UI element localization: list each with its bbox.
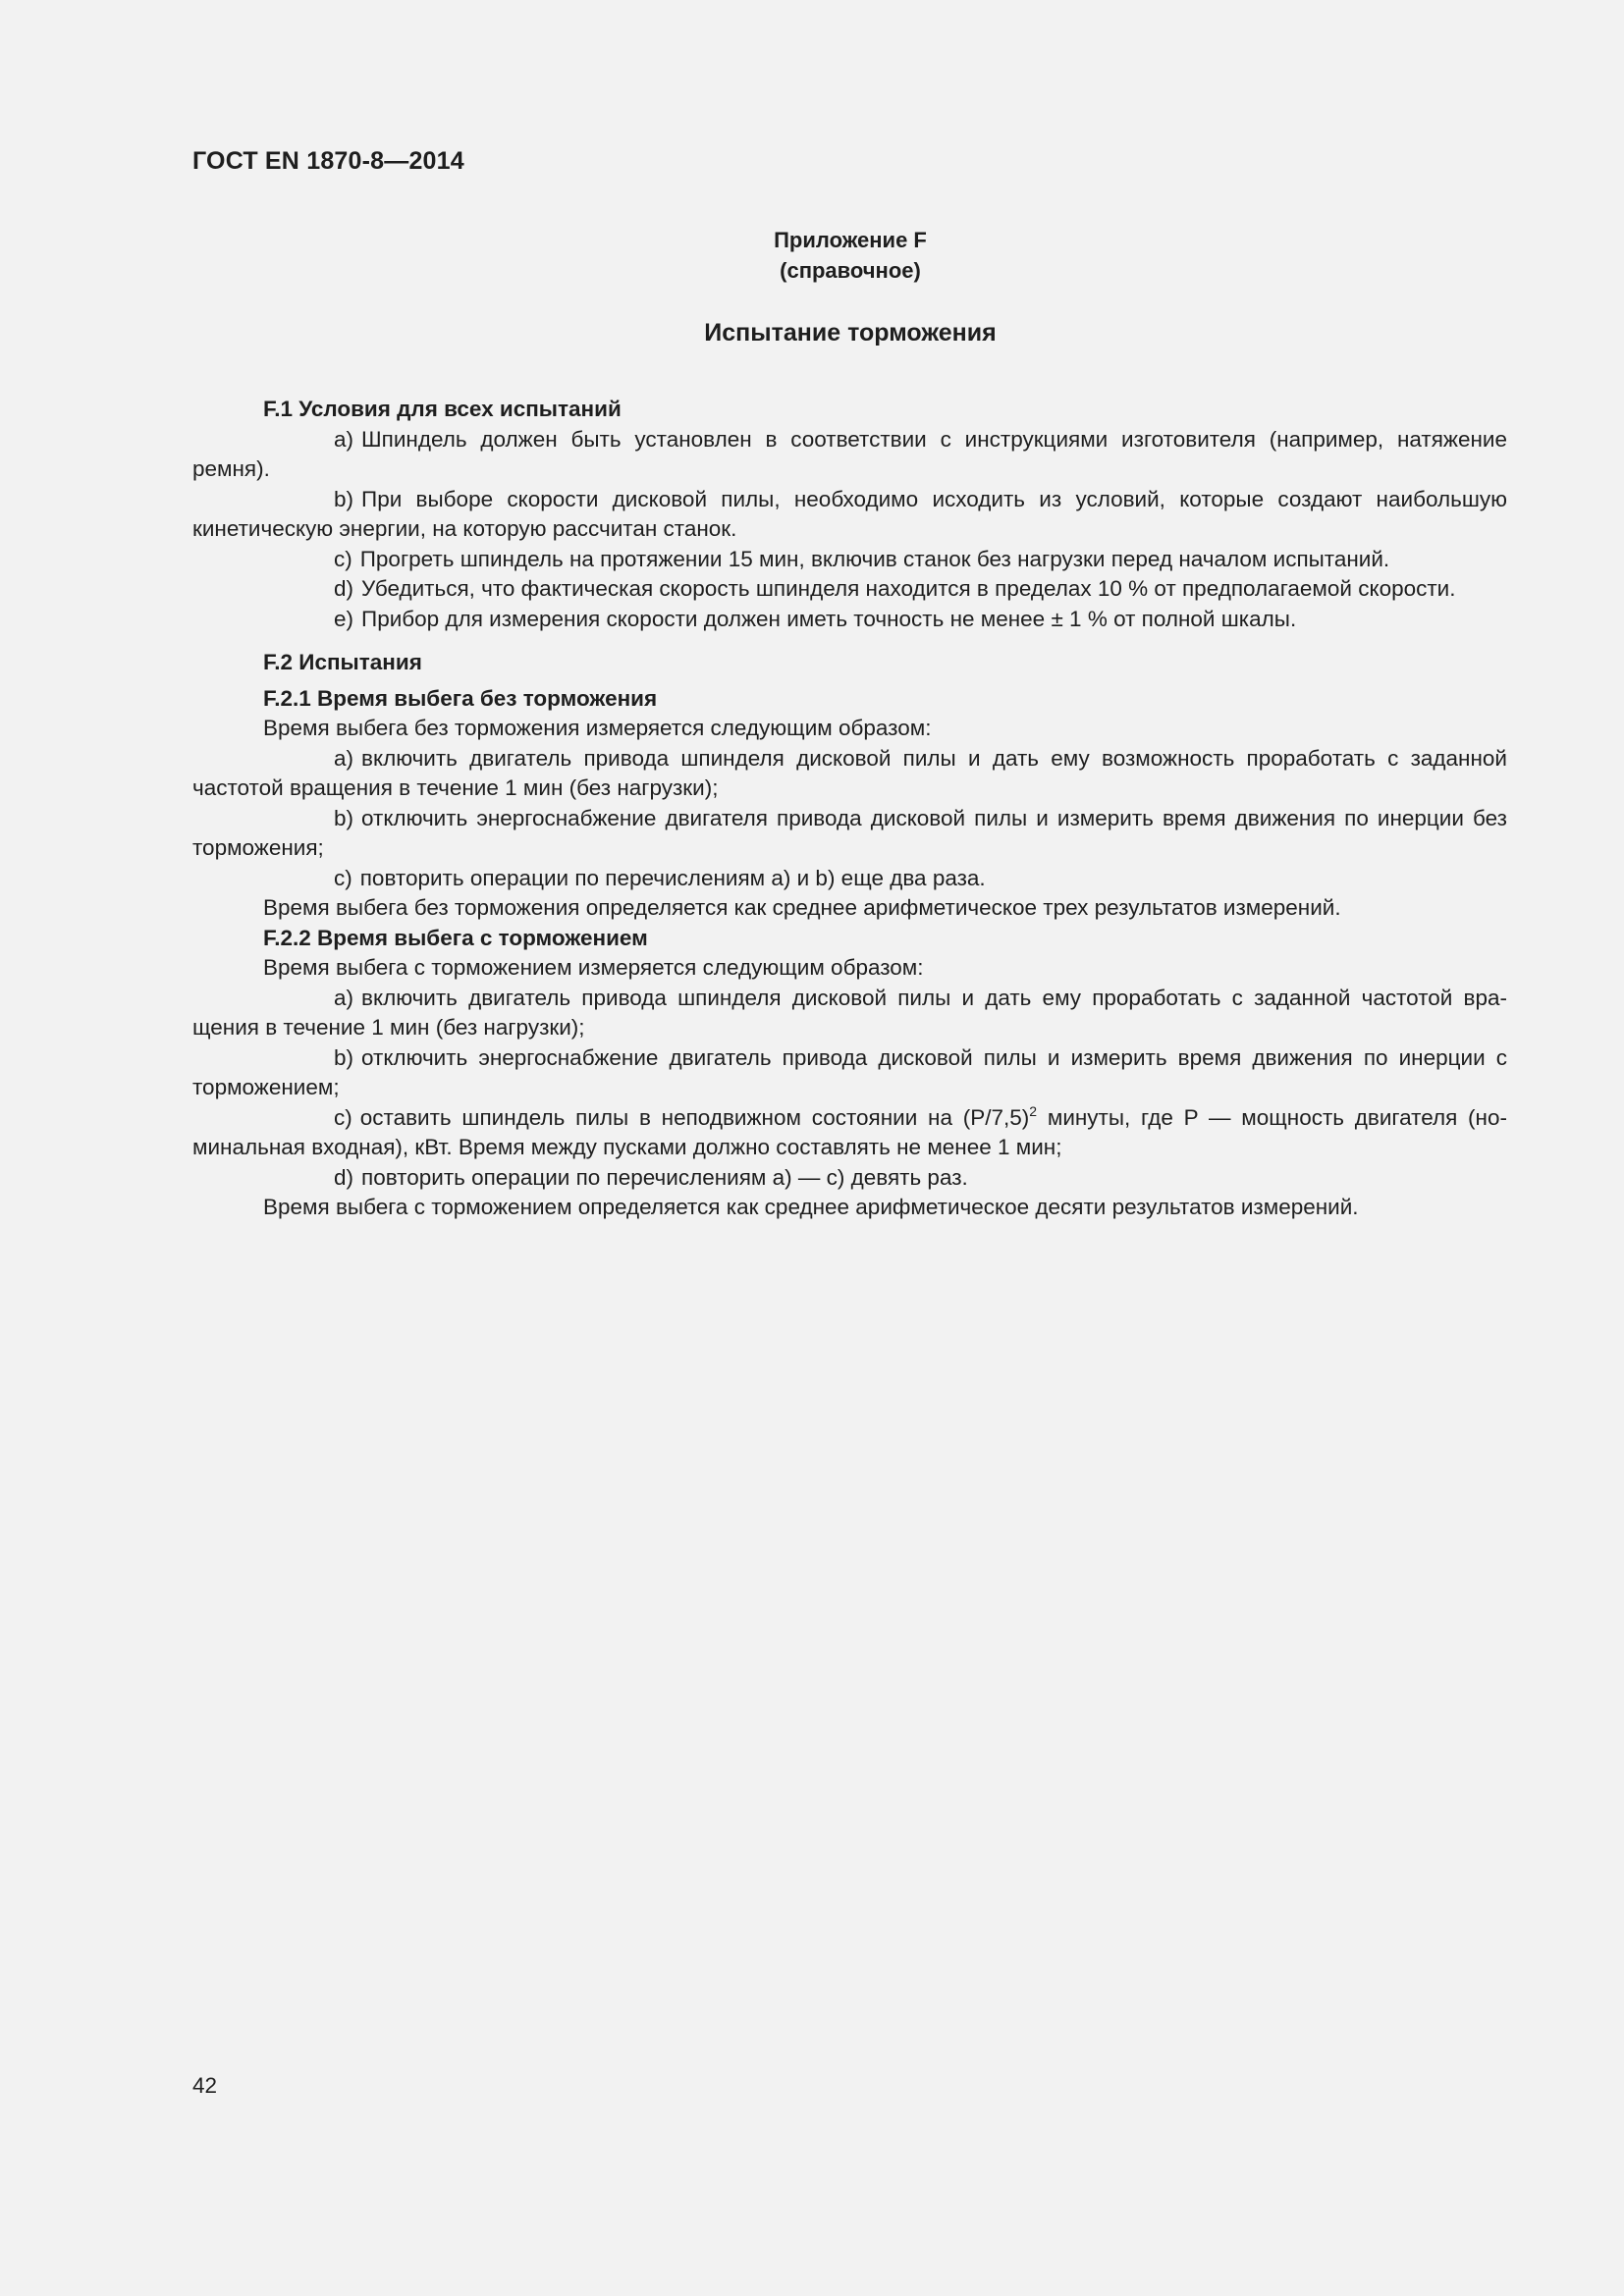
f22-item-b: b) отключить энергоснабжение двигатель привода дисковой пилы и измерить время движения по инерции с торможением; (192, 1044, 1507, 1099)
page-number: 42 (192, 2073, 218, 2098)
f22-item-d: d) повторить операции по перечислениям a) — c) девять раз. (334, 1164, 968, 1190)
f1-item-e: e) Прибор для измерения скорости должен иметь точность не менее ± 1 % от полной шкалы. (334, 606, 1297, 631)
annex-heading: Испытание торможения (704, 319, 997, 347)
annex-type: (справочное) (780, 258, 921, 283)
f1-item-a: a) Шпиндель должен быть установлен в соответствии с инструкциями изготовителя (например, натяжение ремня). (192, 426, 1507, 481)
f22-intro: Время выбега с торможением измеряется следующим образом: (263, 955, 924, 980)
f22-item-a: a) включить двигатель привода шпинделя дисковой пилы и дать ему проработать с заданной частотой вра-щения в течение 1 мин (без нагрузки); (192, 985, 1507, 1040)
document-header: ГОСТ EN 1870-8—2014 (192, 147, 464, 175)
f22-conclusion: Время выбега с торможением определяется как среднее арифметическое десяти результатов измерений. (263, 1195, 1359, 1219)
document-body (192, 395, 1507, 1223)
annex-title: Приложение F (774, 228, 927, 252)
section-heading-f2: F.2 Испытания (263, 650, 422, 674)
f21-intro: Время выбега без торможения измеряется следующим образом: (263, 716, 932, 740)
f22-item-c: c) оставить шпиндель пилы в неподвижном состоянии на $(P/7,5)^2$ минуты, где P — мощность двигателя (но-минальная входная), кВт. Время между пусками должно составлять не менее 1 мин; (192, 1102, 1507, 1159)
subsection-heading-f21: F.2.1 Время выбега без торможения (263, 685, 658, 711)
f1-item-b: b) При выборе скорости дисковой пилы, необходимо исходить из условий, которые создают наибольшую кинетическую энергии, на которую рассчитан станок. (192, 486, 1507, 541)
f21-item-b: b) отключить энергоснабжение двигателя привода дисковой пилы и измерить время движения по инерции без торможения; (192, 805, 1507, 860)
f21-conclusion: Время выбега без торможения определяется как среднее арифметическое трех результатов измерений. (263, 895, 1341, 920)
f21-item-a: a) включить двигатель привода шпинделя дисковой пилы и дать ему возможность проработать с заданной частотой вращения в течение 1 мин (без нагрузки); (192, 745, 1507, 800)
f21-item-c: c) повторить операции по перечислениям a) и b) еще два раза. (334, 865, 986, 890)
exponent: 2 (1029, 1102, 1038, 1119)
section-heading-f1: F.1 Условия для всех испытаний (263, 397, 622, 421)
f1-item-d: d) Убедиться, что фактическая скорость шпинделя находится в пределах 10 % от предполагаемой скорости. (334, 576, 1456, 601)
subsection-heading-f22: F.2.2 Время выбега с торможением (263, 925, 648, 950)
f1-item-c: c) Прогреть шпиндель на протяжении 15 мин, включив станок без нагрузки перед началом испытаний. (334, 546, 1390, 571)
